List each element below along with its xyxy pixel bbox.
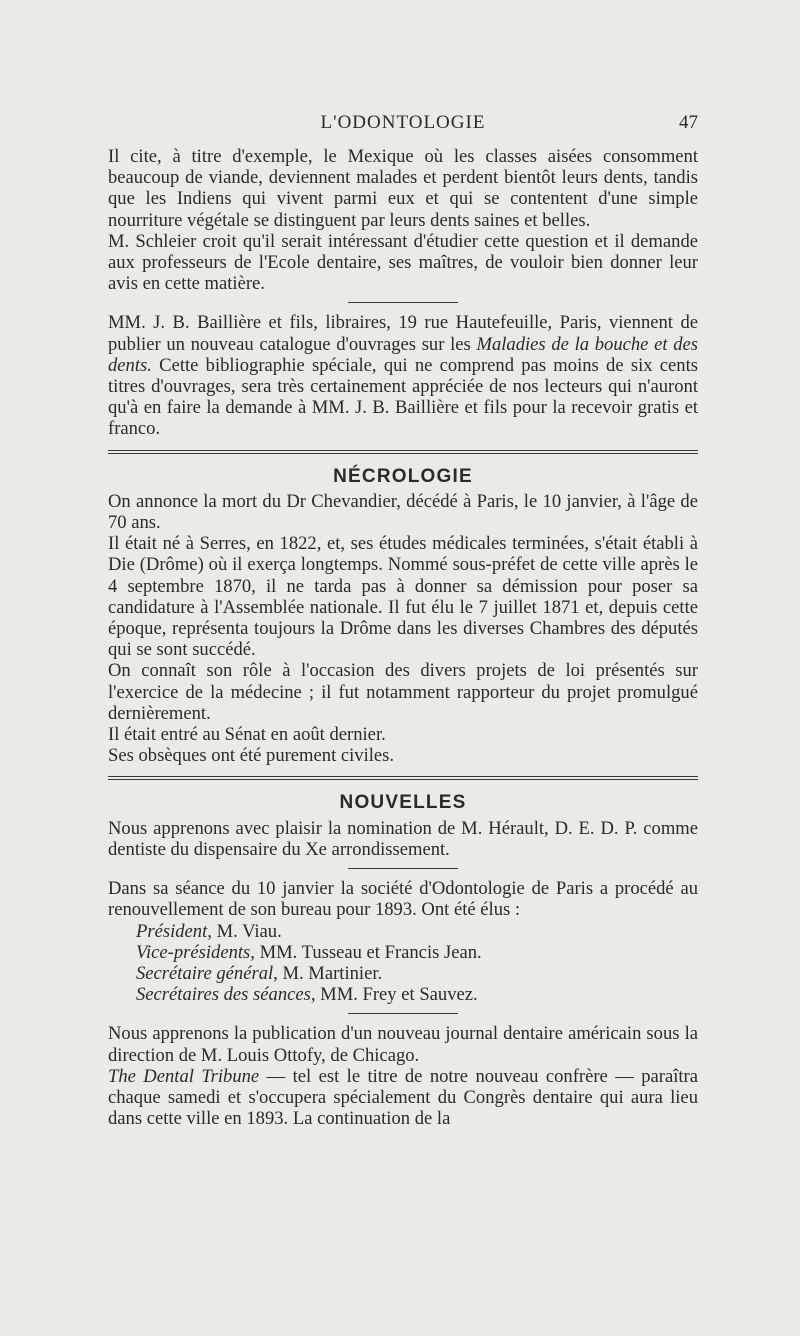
- paragraph-tribune: [108, 1066, 698, 1130]
- section-heading-nouvelles: NOUVELLES: [339, 792, 467, 814]
- officer-line: [108, 942, 698, 963]
- paragraph: Nous apprenons la publication d'un nouveau journal dentaire américain sous la direction de M. Louis Ottofy, de Chicago.: [108, 1023, 698, 1066]
- officer-line: [108, 921, 698, 942]
- officer-role: Vice-présidents,: [136, 941, 255, 963]
- paragraph: Dans sa séance du 10 janvier la société d'Odontologie de Paris a procédé au renouvellement de son bureau pour 1893. Ont été élus :: [108, 878, 698, 921]
- page-number: 47: [679, 112, 698, 133]
- section-divider: [108, 450, 698, 454]
- page-header: [108, 110, 698, 138]
- text-run: — tel est le titre de notre nouveau confrère — paraîtra chaque samedi et s'occupera spécialement du Congrès dentaire qui aura lieu dans cette ville en 1893. La continuation de la: [108, 1065, 698, 1130]
- divider: [348, 1013, 458, 1014]
- officer-names: MM. Frey et Sauvez.: [315, 984, 478, 1006]
- paragraph: Nous apprenons avec plaisir la nomination de M. Hérault, D. E. D. P. comme dentiste du dispensaire du Xe arrondissement.: [108, 817, 698, 860]
- journal-title: The Dental Tribune: [108, 1065, 260, 1087]
- divider: [348, 302, 458, 303]
- officer-role: Secrétaire général,: [136, 962, 278, 984]
- text-run: MM. J. B. Baillière et fils, libraires, 19 rue Hautefeuille, Paris, viennent de publier un nouveau catalogue d'ouvrages sur les: [108, 312, 698, 355]
- officer-role: Secrétaires des séances,: [136, 984, 316, 1006]
- officer-role: Président,: [136, 920, 212, 942]
- paragraph: Il cite, à titre d'exemple, le Mexique où les classes aisées consomment beaucoup de viande, deviennent malades et perdent bientôt leurs dents, tandis que les Indiens qui vivent parmi eux et qui se contentent d'une simple nourriture végétale se distinguent par leurs dents saines et belles.: [108, 146, 698, 231]
- paragraph: Il était entré au Sénat en août dernier.: [108, 724, 386, 746]
- officer-line: [108, 984, 698, 1005]
- officer-names: M. Martinier.: [277, 962, 383, 984]
- section-heading-necrologie: NÉCROLOGIE: [333, 465, 473, 487]
- paragraph: Ses obsèques ont été purement civiles.: [108, 745, 395, 767]
- running-title: L'ODONTOLOGIE: [320, 112, 486, 133]
- officer-line: [108, 963, 698, 984]
- paragraph-catalogue: [108, 312, 698, 439]
- text-run: Cette bibliographie spéciale, qui ne comprend pas moins de six cents titres d'ouvrages, sera très certainement appréciée de nos lecteurs qui n'auront qu'à en faire la demande à MM. J. B. Baillière et fils pour la recevoir gratis et franco.: [108, 354, 698, 440]
- paragraph: On annonce la mort du Dr Chevandier, décédé à Paris, le 10 janvier, à l'âge de 70 ans.: [108, 490, 698, 534]
- paragraph: M. Schleier croit qu'il serait intéressant d'étudier cette question et il demande aux professeurs de l'Ecole dentaire, ses maîtres, de vouloir bien donner leur avis en cette matière.: [108, 230, 698, 295]
- page-body: [108, 146, 698, 1129]
- officer-names: M. Viau.: [211, 920, 282, 942]
- officer-names: MM. Tusseau et Francis Jean.: [254, 941, 482, 963]
- book-title: Maladies de la bouche et des dents.: [108, 333, 699, 376]
- paragraph: Il était né à Serres, en 1822, et, ses études médicales terminées, s'était établi à Die (Drôme) où il exerça longtemps. Nommé sous-préfet de cette ville après le 4 septembre 1870, il ne tarda pas à donner sa démission pour poser sa candidature à l'Assemblée nationale. Il fut élu le 7 juillet 1871 et, depuis cette époque, représenta toujours la Drôme dans les diverses Chambres des députés qui se sont succédé.: [108, 533, 698, 661]
- paragraph: On connaît son rôle à l'occasion des divers projets de loi présentés sur l'exercice de la médecine ; il fut notamment rapporteur du projet promulgué dernièrement.: [108, 660, 698, 724]
- divider: [348, 868, 458, 869]
- section-divider: [108, 776, 698, 780]
